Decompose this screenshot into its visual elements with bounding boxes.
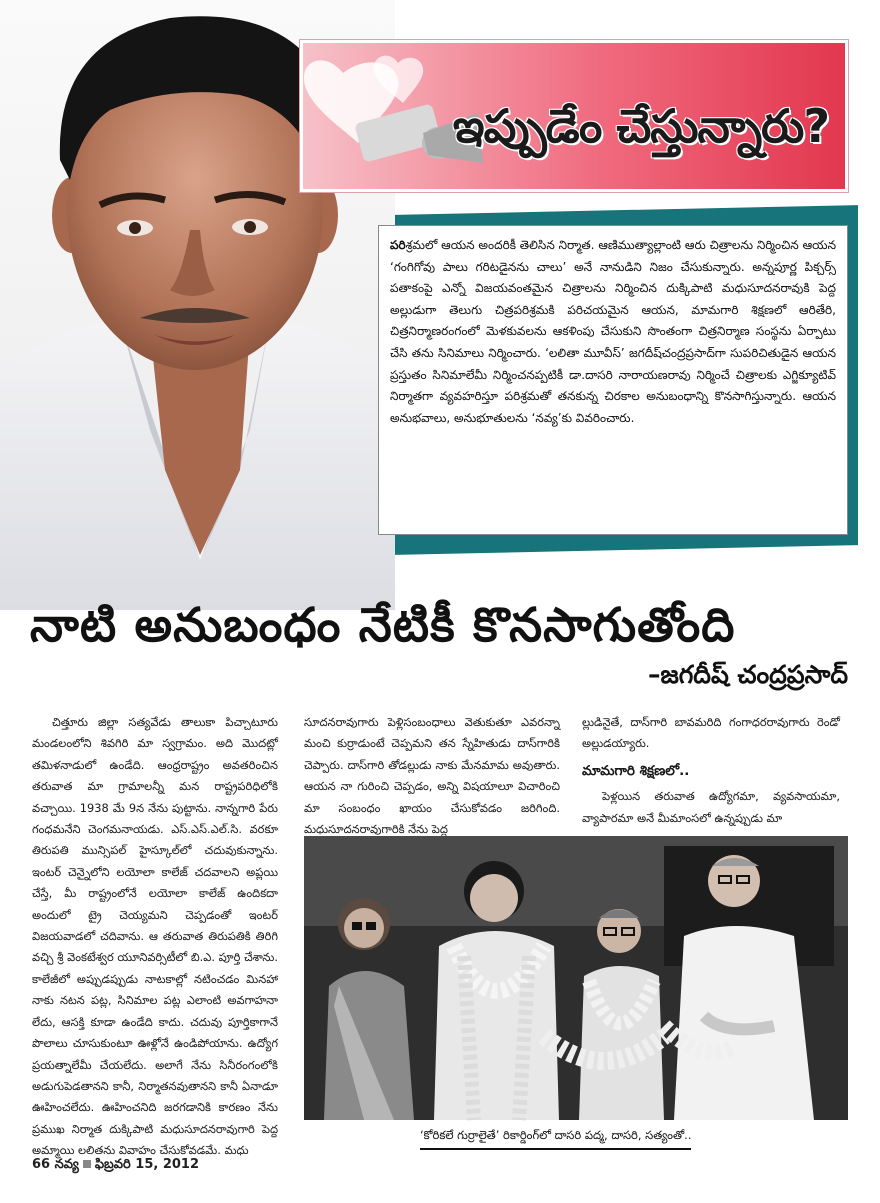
body-column-2 xyxy=(304,712,560,840)
page-footer xyxy=(32,1157,199,1175)
body-paragraph: చిత్తూరు జిల్లా సత్యవేడు తాలుకా పిచ్చాటూరు మండలంలోని శివగిరి మా స్వగ్రామం. అది మొదట్లో తమిళనాడులో ఉండేది. ఆంధ్రరాష్ట్రం అవతరించిన తరువాత మా గ్రామాలన్నీ మన రాష్ట్రపరిధిలోకి వచ్చాయి. 1938 మే 9న నేను పుట్టాను. నాన్నగారి పేరు గంధమనేని చెంగమనాయడు. ఎస్.ఎస్.ఎల్.సి. వరకూ తిరుపతి మున్సిపల్ హైస్కూల్‌లో చదువుకున్నాను. ఇంటర్ చెన్నైలోని లయోలా కాలేజ్ చదవాలని అప్లయి చేస్తే, మీ రాష్ట్రంలోనే లయోలా కాలేజ్ ఉందికదా అందులో ట్రై చెయ్యమని చెప్పడంతో ఇంటర్ విజయవాడలో చదివాను. ఆ తరువాత తిరుపతికి తిరిగి వచ్చి శ్రీ వెంకటేశ్వర యూనివర్సిటీలో బి.ఎ. పూర్తి చేశాను. కాలేజీలో అప్పుడప్పుడు నాటకాల్లో నటించడం మినహా నాకు నటన పట్ల, సినిమాల పట్ల ఎలాంటి అవగాహనా లేదు, ఆసక్తి కూడా ఉండేది కాదు. చదువు పూర్తికాగానే పొలాలు చూసుకుంటూ ఊళ్లోనే ఉండిపోయాను. ఉద్యోగ ప్రయత్నాలేమీ చేయలేదు. అలాగే నేను సినీరంగంలోకి అడుగుపెడతానని కానీ, నిర్మాతనవుతానని కానీ ఏనాడూ ఊహించలేదు. ఊహించనిది జరగడానికి కారణం నేను ప్రముఖ నిర్మాత దుక్కిపాటి మధుసూదనరావుగారి పెద్ద అమ్మాయి లలితను వివాహం చేసుకోవడమే. మధు xyxy=(32,715,278,1158)
issue-date: ఫిబ్రవరి 15, 2012 xyxy=(94,1157,200,1172)
intro-box xyxy=(378,225,848,535)
group-photo-illustration xyxy=(304,836,848,1120)
intro-lead: పరి xyxy=(390,238,406,252)
banner-title: ఇప్పుడేం చేస్తున్నారు? xyxy=(452,99,829,153)
section-subhead: మామగారి శిక్షణలో.. xyxy=(582,762,690,779)
page-number: 66 xyxy=(32,1157,51,1172)
photo-caption: ‘కోరికలే గుర్రాలైతే’ రికార్డింగ్‌లో దాసరి పద్మ, దాసరి, సత్యంతో.. xyxy=(420,1128,691,1150)
body-column-1 xyxy=(32,712,278,1158)
article-byline: –జగదీష్ చంద్రప్రసాద్ xyxy=(647,660,848,689)
article-headline: నాటి అనుబంధం నేటికీ కొనసాగుతోంది xyxy=(30,598,736,653)
body-column-3 xyxy=(582,712,840,829)
intro-text: శ్రమలో ఆయన అందరికీ తెలిసిన నిర్మాత. ఆణిముత్యాల్లాంటి ఆరు చిత్రాలను నిర్మించిన ఆయన ‘గంగిగోవు పాలు గరిటడైనను చాలు’ అనే నానుడిని నిజం చేసుకున్నారు. అన్నపూర్ణ పిక్చర్స్ పతాకంపై ఎన్నో విజయవంతమైన చిత్రాలను నిర్మించిన దుక్కిపాటి మధుసూదనరావుకి పెద్ద అల్లుడుగా తెలుగు చిత్రపరిశ్రమకి పరిచయమైన ఆయన, మామగారి శిక్షణలో ఆరితేరి, చిత్రనిర్మాణరంగంలో మెళకువలను ఆకళింపు చేసుకుని సొంతంగా చిత్రనిర్మాణ సంస్థను ఏర్పాటు చేసి తను సినిమాలు నిర్మించారు. ‘లలితా మూవీస్’ జగదీష్‌చంద్రప్రసాద్‌గా సుపరిచితుడైన ఆయన ప్రస్తుతం సినిమాలేమీ నిర్మించనప్పటికీ డా.దాసరి నారాయణరావు నిర్మించే చిత్రాలకు ఎగ్జిక్యూటివ్ నిర్మాతగా వ్యవహరిస్తూ పరిశ్రమతో తనకున్న చిరకాల అనుబంధాన్ని కొనసాగిస్తున్నారు. ఆయన అనుభవాలు, అనుభూతులను ‘నవ్య’కు వివరించారు. xyxy=(390,238,836,425)
header-banner xyxy=(300,40,848,192)
body-paragraph: ల్లుడినైతే, దాస్‌గారి బావమరిది గంగాధరరావుగారు రెండో అల్లుడయ్యారు. xyxy=(582,715,840,751)
square-bullet-icon xyxy=(83,1160,91,1168)
magazine-name: నవ్య xyxy=(54,1157,79,1172)
body-paragraph: పెళ్లయిన తరువాత ఉద్యోగమా, వ్యవసాయమా, వ్యాపారమా అనే మీమాంసలో ఉన్నప్పుడు మా xyxy=(582,789,840,825)
recording-photo xyxy=(304,836,848,1120)
body-paragraph: సూదనరావుగారు పెళ్లిసంబంధాలు వెతుకుతూ ఎవరన్నా మంచి కుర్రాడుంటే చెప్పమని తన స్నేహితుడు దాస్‌గారికి చెప్పారు. దాస్‌గారి తోడల్లుడు నాకు మేనమామ అవుతారు. ఆయన నా గురించి చెప్పడం, అన్ని విషయాలూ విచారించి మా సంబంధం ఖాయం చేసుకోవడం జరిగింది. మధుసూదనరావుగారికి నేను పెద్ద xyxy=(304,715,560,837)
